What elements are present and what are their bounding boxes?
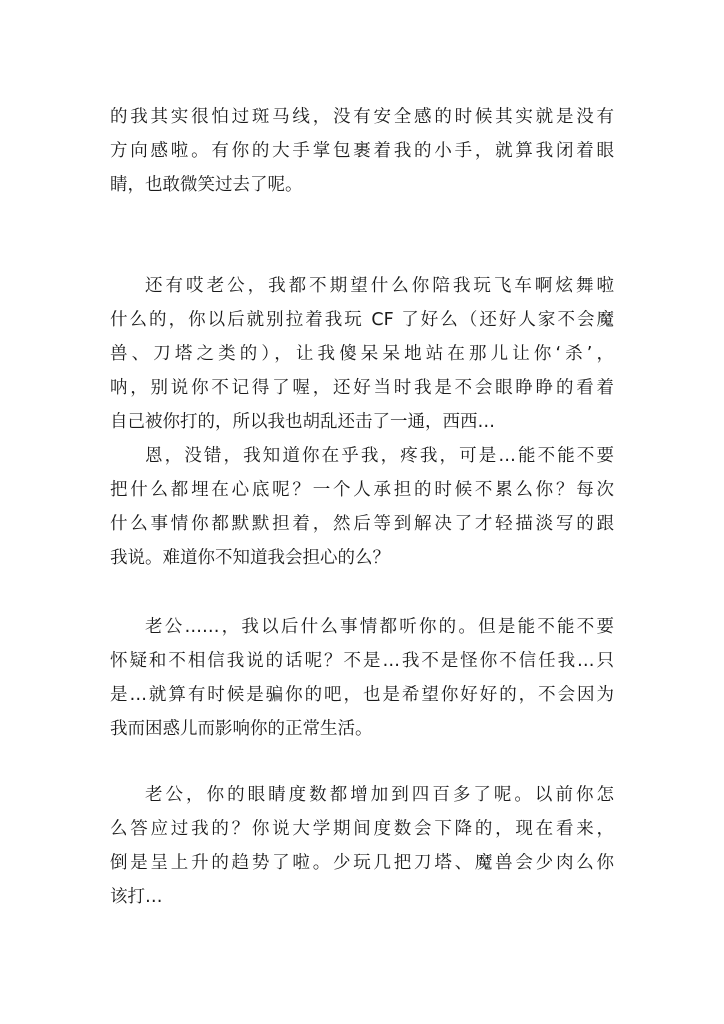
text-line: 什么事情你都默默担着，然后等到解决了才轻描淡写的跟: [110, 514, 614, 534]
text-line: 自己被你打的，所以我也胡乱还击了一通，西西…: [110, 412, 495, 432]
text-line: 老公……，我以后什么事情都听你的。但是能不能不要: [145, 617, 614, 637]
text-line: 的我其实很怕过斑马线，没有安全感的时候其实就是没有: [110, 107, 614, 127]
paragraph-4: [110, 610, 614, 746]
text-line: 睛，也敢微笑过去了呢。: [110, 175, 303, 195]
text-line: 把什么都埋在心底呢？一个人承担的时候不累么你？每次: [110, 480, 614, 500]
text-line: 该打…: [110, 887, 163, 907]
text-line: 倒是呈上升的趋势了啦。少玩几把刀塔、魔兽会少肉么你: [110, 853, 614, 873]
text-line: 呐，别说你不记得了喔，还好当时我是不会眼睁睁的看着: [110, 378, 614, 398]
paragraph-5: [110, 778, 614, 914]
text-line: 怀疑和不相信我说的话呢？不是…我不是怪你不信任我…只: [110, 651, 614, 671]
text-line: 兽、刀塔之类的），让我傻呆呆地站在那儿让你‘杀’，: [110, 344, 614, 364]
text-line: 么答应过我的？你说大学期间度数会下降的，现在看来，: [110, 819, 614, 839]
text-line: 我说。难道你不知道我会担心的么？: [110, 548, 390, 568]
text-line: 什么的，你以后就别拉着我玩 CF 了好么（还好人家不会魔: [110, 310, 614, 330]
paragraph-3: [110, 439, 614, 575]
paragraph-1: [110, 100, 614, 202]
text-line: 还有哎老公，我都不期望什么你陪我玩飞车啊炫舞啦: [145, 276, 614, 296]
text-line: 我而困惑儿而影响你的正常生活。: [110, 719, 373, 739]
text-line: 方向感啦。有你的大手掌包裹着我的小手，就算我闭着眼: [110, 141, 614, 161]
paragraph-2: [110, 269, 614, 439]
text-line: 老公，你的眼睛度数都增加到四百多了呢。以前你怎: [145, 785, 614, 805]
text-line: 是…就算有时候是骗你的吧，也是希望你好好的，不会因为: [110, 685, 614, 705]
text-line: 恩，没错，我知道你在乎我，疼我，可是…能不能不要: [145, 446, 614, 466]
